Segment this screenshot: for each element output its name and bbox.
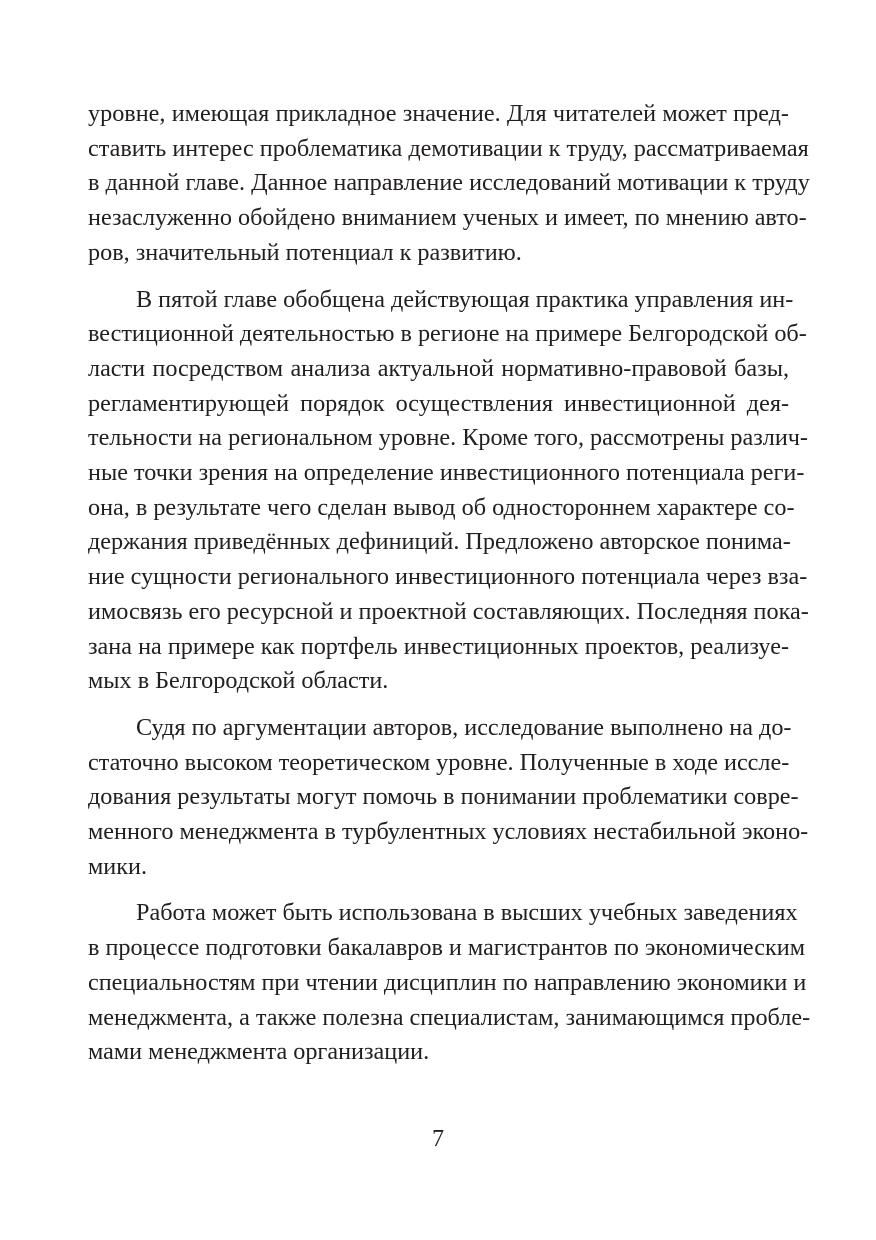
text-line: Судя по аргументации авторов, исследование выполнено на до- xyxy=(136,713,792,741)
text-line: регламентирующей порядок осуществления инвестиционной дея- xyxy=(88,389,789,417)
paragraph xyxy=(88,283,809,699)
paragraph xyxy=(88,896,811,1070)
paragraph xyxy=(88,711,809,885)
text-line: в данной главе. Данное направление исследований мотивации к труду xyxy=(88,169,810,197)
text-line: Работа может быть использована в высших учебных заведениях xyxy=(136,899,798,927)
page-number: 7 xyxy=(431,1125,445,1152)
text-line: зана на примере как портфель инвестиционных проектов, реализуе- xyxy=(88,632,789,660)
text-line: ставить интерес проблематика демотивации к труду, рассматриваемая xyxy=(88,134,809,162)
text-line: специальностям при чтении дисциплин по направлению экономики и xyxy=(88,968,807,996)
text-line: вестиционной деятельностью в регионе на примере Белгородской об- xyxy=(88,320,807,348)
text-line: в процессе подготовки бакалавров и магистрантов по экономическим xyxy=(88,934,806,962)
text-line: имосвязь его ресурсной и проектной составляющих. Последняя пока- xyxy=(88,597,809,625)
text-line: ласти посредством анализа актуальной нормативно-правовой базы, xyxy=(88,354,789,382)
text-line: держания приведённых дефиниций. Предложено авторское понима- xyxy=(88,528,791,556)
text-line: менного менеджмента в турбулентных условиях нестабильной эконо- xyxy=(88,818,809,846)
text-line: тельности на региональном уровне. Кроме того, рассмотрены различ- xyxy=(88,424,808,452)
text-line: ные точки зрения на определение инвестиционного потенциала реги- xyxy=(88,459,805,487)
paragraph xyxy=(88,97,810,271)
text-line: незаслуженно обойдено вниманием ученых и имеет, по мнению авто- xyxy=(88,204,807,232)
body-text xyxy=(88,97,811,1070)
text-line: мами менеджмента организации. xyxy=(88,1038,430,1066)
text-line: ние сущности регионального инвестиционного потенциала через вза- xyxy=(88,563,808,591)
text-line: мики. xyxy=(88,852,147,880)
text-line: В пятой главе обобщена действующая практика управления ин- xyxy=(136,285,794,313)
text-line: дования результаты могут помочь в понимании проблематики совре- xyxy=(88,783,799,811)
text-line: уровне, имеющая прикладное значение. Для читателей может пред- xyxy=(88,100,789,127)
text-line: ров, значительный потенциал к развитию. xyxy=(88,238,522,266)
text-line: менеджмента, а также полезна специалистам, занимающимся пробле- xyxy=(88,1003,811,1031)
text-line: статочно высоком теоретическом уровне. Полученные в ходе иссле- xyxy=(88,748,790,776)
text-line: она, в результате чего сделан вывод об одностороннем характере со- xyxy=(88,493,795,521)
text-line: мых в Белгородской области. xyxy=(88,667,389,695)
